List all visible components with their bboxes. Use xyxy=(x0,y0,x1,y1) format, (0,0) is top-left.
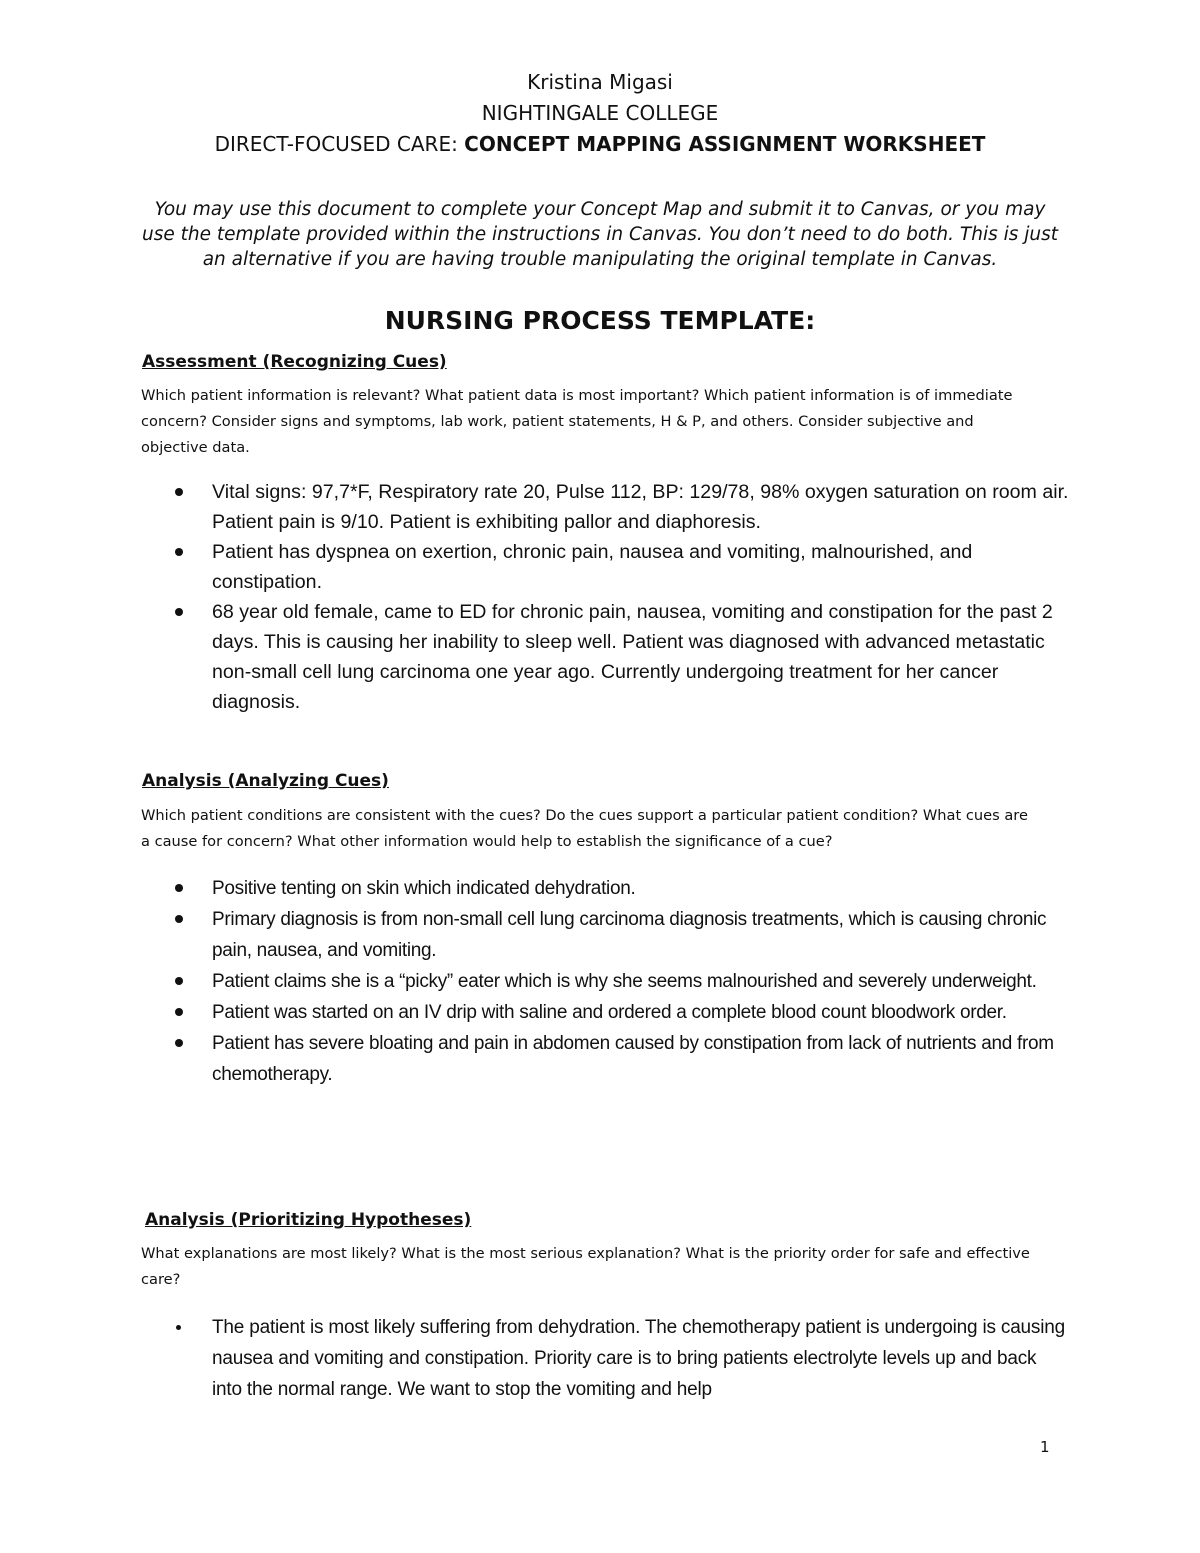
bullet-icon xyxy=(176,1325,181,1330)
analysis-list xyxy=(170,873,1070,1090)
analysis-prompt: Which patient conditions are consistent with the cues? Do the cues support a particular patient condition? What cues are a cause for concern? What other information would help to establish the significance of a cue? xyxy=(141,807,1028,850)
worksheet-title xyxy=(0,132,1200,156)
list-item-text: Patient was started on an IV drip with saline and ordered a complete blood count bloodwork order. xyxy=(212,1002,1007,1023)
list-item xyxy=(170,1312,1070,1405)
assessment-title: Assessment (Recognizing Cues) xyxy=(142,352,447,372)
list-item-text: The patient is most likely suffering from dehydration. The chemotherapy patient is undergoing is causing nausea and vomiting and constipation. Priority care is to bring patients electrolyte levels up and back into the normal range. We want to stop the vomiting and help xyxy=(212,1317,1065,1400)
list-item-text: Primary diagnosis is from non-small cell lung carcinoma diagnosis treatments, which is causing chronic pain, nausea, and vomiting. xyxy=(212,909,1047,961)
prioritizing-list xyxy=(170,1312,1070,1405)
bullet-icon xyxy=(175,915,183,923)
bullet-icon xyxy=(175,608,183,616)
list-item xyxy=(170,537,1070,597)
list-item xyxy=(170,966,1070,997)
list-item xyxy=(170,1028,1070,1090)
analysis-title: Analysis (Analyzing Cues) xyxy=(142,771,389,791)
prioritizing-prompt: What explanations are most likely? What is the most serious explanation? What is the priority order for safe and effective care? xyxy=(141,1245,1030,1288)
bullet-icon xyxy=(175,548,183,556)
list-item xyxy=(170,477,1070,537)
list-item xyxy=(170,597,1070,717)
list-item xyxy=(170,997,1070,1028)
assessment-list xyxy=(170,477,1070,717)
list-item-text: Vital signs: 97,7*F, Respiratory rate 20, Pulse 112, BP: 129/78, 98% oxygen saturation on room air. Patient pain is 9/10. Patient is exhibiting pallor and diaphoresis. xyxy=(212,481,1069,533)
worksheet-title-prefix: DIRECT-FOCUSED CARE: xyxy=(214,132,465,156)
list-item-text: Patient has dyspnea on exertion, chronic pain, nausea and vomiting, malnourished, and constipation. xyxy=(212,541,973,593)
list-item xyxy=(170,904,1070,966)
list-item-text: Patient claims she is a “picky” eater which is why she seems malnourished and severely underweight. xyxy=(212,971,1037,992)
list-item-text: 68 year old female, came to ED for chronic pain, nausea, vomiting and constipation for the past 2 days. This is causing her inability to sleep well. Patient was diagnosed with advanced metastatic non-small cell lung carcinoma one year ago. Currently undergoing treatment for her cancer diagnosis. xyxy=(212,601,1053,713)
bullet-icon xyxy=(175,488,183,496)
assessment-prompt: Which patient information is relevant? What patient data is most important? Which patient information is of immediate concern? Consider signs and symptoms, lab work, patient statements, H & P, and others. Consider subjective and objective data. xyxy=(141,387,1013,456)
worksheet-title-bold: CONCEPT MAPPING ASSIGNMENT WORKSHEET xyxy=(464,132,986,156)
page-number: 1 xyxy=(1040,1438,1050,1456)
college-name: NIGHTINGALE COLLEGE xyxy=(481,101,719,125)
prioritizing-title: Analysis (Prioritizing Hypotheses) xyxy=(145,1210,472,1230)
list-item-text: Positive tenting on skin which indicated dehydration. xyxy=(212,878,636,899)
bullet-icon xyxy=(175,1039,183,1047)
bullet-icon xyxy=(175,884,183,892)
bullet-icon xyxy=(175,977,183,985)
list-item xyxy=(170,873,1070,904)
intro-instructions: You may use this document to complete your Concept Map and submit it to Canvas, or you may use the template provided within the instructions in Canvas. You don’t need to do both. This is just an alternative if you are having trouble manipulating the original template in Canvas. xyxy=(141,199,1059,270)
list-item-text: Patient has severe bloating and pain in abdomen caused by constipation from lack of nutrients and from chemotherapy. xyxy=(212,1033,1054,1085)
template-title: NURSING PROCESS TEMPLATE: xyxy=(384,306,816,335)
bullet-icon xyxy=(175,1008,183,1016)
author-name: Kristina Migasi xyxy=(527,70,673,94)
